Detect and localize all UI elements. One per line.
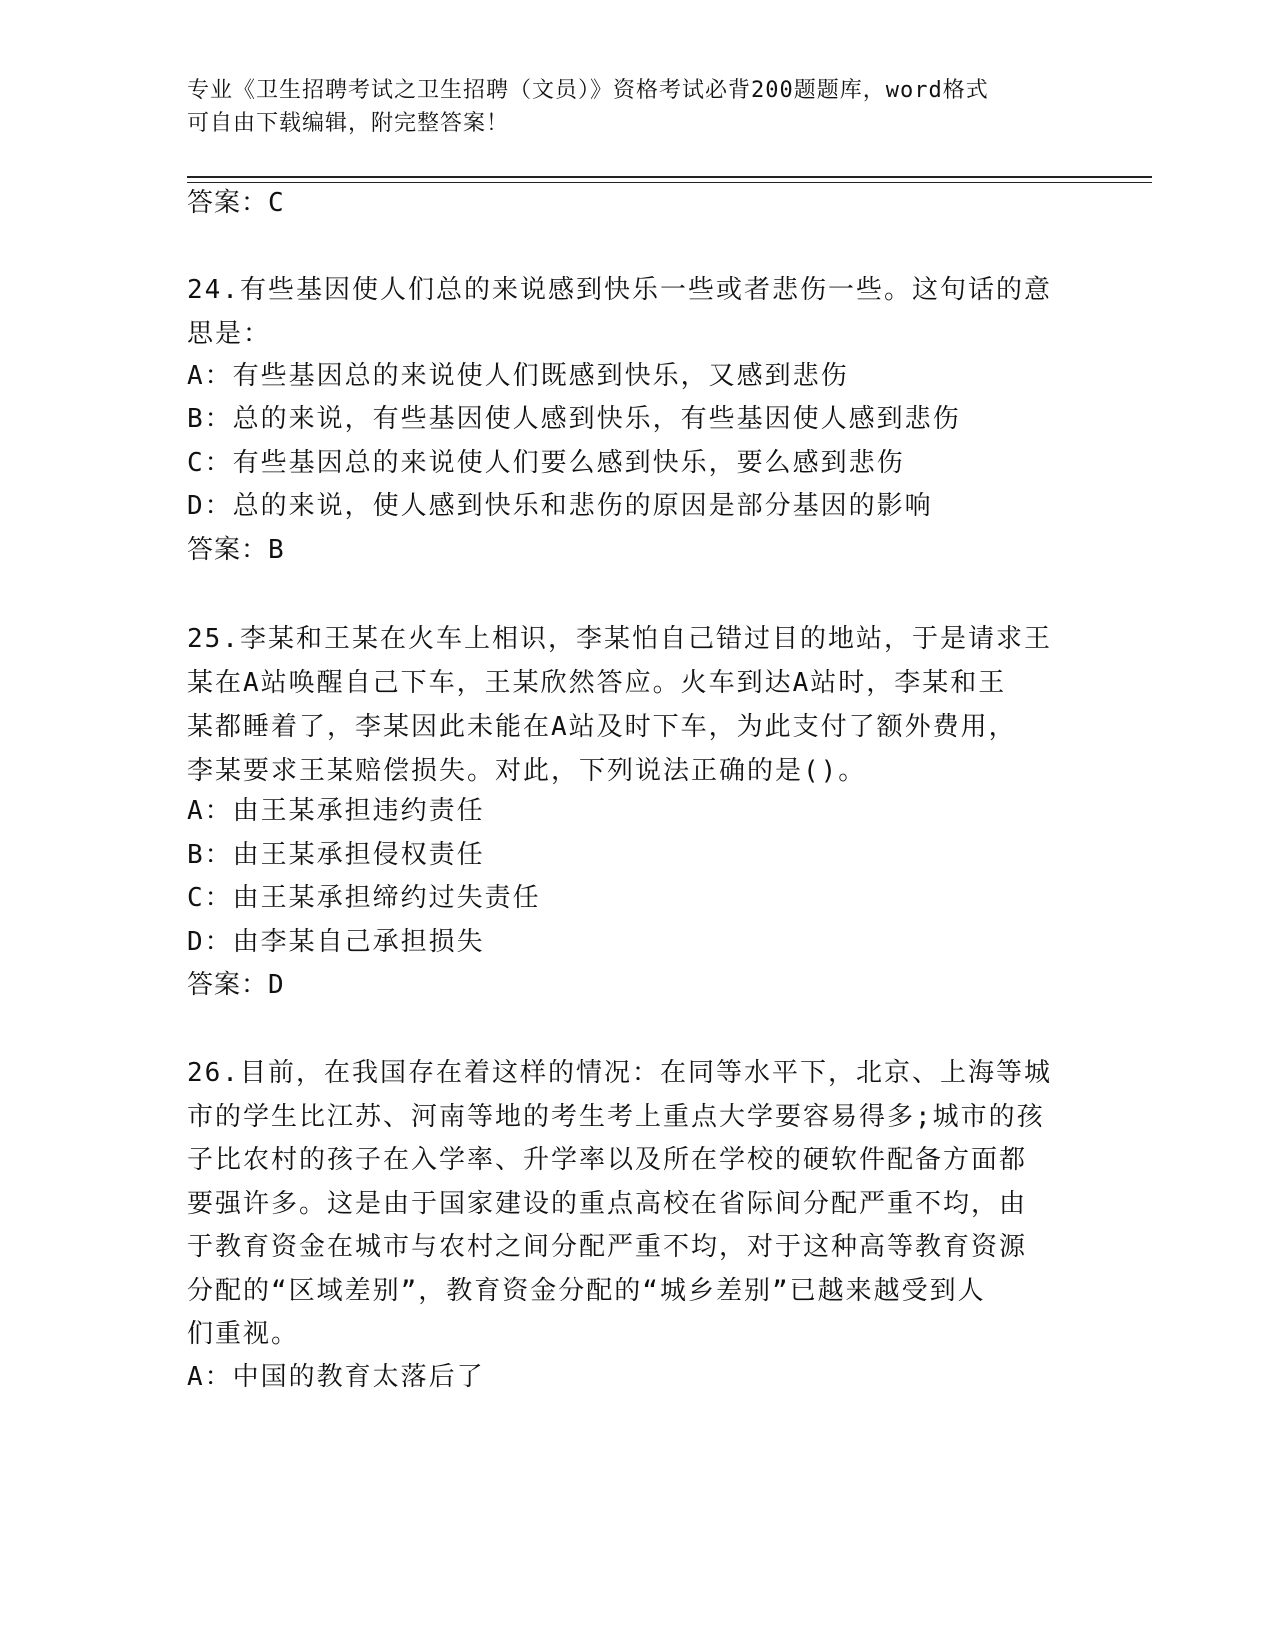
- document-header: [187, 74, 1067, 140]
- question-line: 们重视。: [187, 1319, 300, 1349]
- question-26-text: [187, 1052, 1077, 1357]
- question-25-option-d: D：由李某自己承担损失: [187, 927, 485, 957]
- header-line-2: 可自由下载编辑，附完整答案！: [187, 111, 510, 136]
- question-24-answer: 答案：B: [187, 535, 285, 565]
- question-line: 李某要求王某赔偿损失。对此，下列说法正确的是()。: [187, 756, 867, 786]
- question-25-option-c: C：由王某承担缔约过失责任: [187, 883, 541, 913]
- question-line: 24.有些基因使人们总的来说感到快乐一些或者悲伤一些。这句话的意: [187, 275, 1052, 305]
- question-line: 某在A站唤醒自己下车，王某欣然答应。火车到达A站时，李某和王: [187, 668, 1007, 698]
- question-24-option-d: D：总的来说，使人感到快乐和悲伤的原因是部分基因的影响: [187, 491, 933, 521]
- question-line: 于教育资金在城市与农村之间分配严重不均，对于这种高等教育资源: [187, 1232, 1028, 1262]
- question-line: 分配的“区域差别”，教育资金分配的“城乡差别”已越来越受到人: [187, 1275, 986, 1306]
- question-24-option-c: C：有些基因总的来说使人们要么感到快乐，要么感到悲伤: [187, 448, 905, 478]
- question-24-text: [187, 268, 1077, 356]
- header-rule-thin: [187, 182, 1152, 183]
- question-line: 子比农村的孩子在入学率、升学率以及所在学校的硬软件配备方面都: [187, 1145, 1028, 1175]
- question-24-option-b: B：总的来说，有些基因使人感到快乐，有些基因使人感到悲伤: [187, 404, 961, 434]
- question-25-text: [187, 617, 1077, 793]
- question-line: 某都睡着了，李某因此未能在A站及时下车，为此支付了额外费用，: [187, 712, 1017, 742]
- question-25-option-a: A：由王某承担违约责任: [187, 796, 485, 826]
- question-25-answer: 答案：D: [187, 970, 285, 1000]
- question-26-option-a: A：中国的教育太落后了: [187, 1362, 485, 1392]
- question-line: 要强许多。这是由于国家建设的重点高校在省际间分配严重不均，由: [187, 1188, 1028, 1219]
- header-line-1: 专业《卫生招聘考试之卫生招聘（文员）》资格考试必背200题题库，word格式: [187, 78, 989, 103]
- question-24-option-a: A：有些基因总的来说使人们既感到快乐，又感到悲伤: [187, 361, 849, 391]
- header-rule-thick: [187, 176, 1152, 178]
- question-line: 市的学生比江苏、河南等地的考生考上重点大学要容易得多;城市的孩: [187, 1101, 1045, 1132]
- question-line: 思是：: [187, 319, 272, 349]
- question-line: 25.李某和王某在火车上相识，李某怕自己错过目的地站，于是请求王: [187, 624, 1052, 654]
- previous-answer: 答案：C: [187, 188, 285, 218]
- question-line: 26.目前，在我国存在着这样的情况：在同等水平下，北京、上海等城: [187, 1058, 1052, 1088]
- question-25-option-b: B：由王某承担侵权责任: [187, 840, 485, 870]
